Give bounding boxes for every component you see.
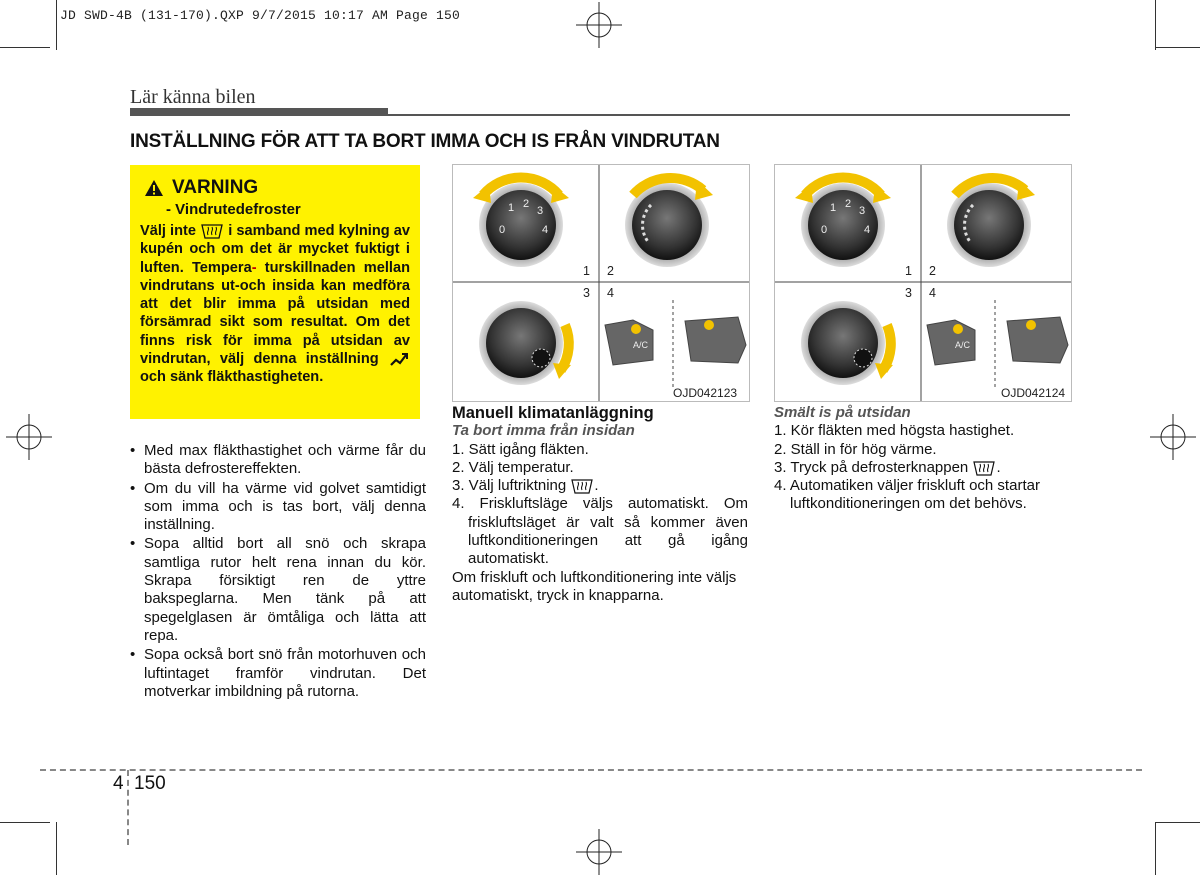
crop-mark: [56, 0, 57, 50]
dial-number: 2: [523, 198, 530, 210]
step-text: 3. Tryck på defrosterknappen: [774, 458, 969, 476]
page-heading: INSTÄLLNING FÖR ATT TA BORT IMMA OCH IS FRÅN VINDRUTAN: [130, 131, 720, 152]
manual-note: Om friskluft och luftkonditionering inte väljs automatiskt, tryck in knapparna.: [452, 568, 737, 604]
ac-button-label: A/C: [633, 340, 649, 350]
registration-mark-icon: [6, 414, 52, 460]
list-item: • Sopa också bort snö från motorhuven och luftintaget framför vindrutan. Det motverkar imbildning på rutorna.: [130, 646, 426, 701]
warning-text-part: Välj inte: [140, 223, 196, 239]
ac-button-label: A/C: [955, 340, 971, 350]
panel-number: 4: [607, 286, 614, 300]
chapter-number: 4: [113, 773, 124, 794]
step-item: 2. Ställ in för hög värme.: [774, 440, 937, 458]
title-bar: [130, 108, 388, 116]
melt-heading: Smält is på utsidan: [774, 404, 911, 421]
footer-divider: [127, 770, 129, 845]
registration-mark-icon: [576, 829, 622, 875]
panel-number: 3: [905, 286, 912, 300]
step-item: 1. Sätt igång fläkten.: [452, 440, 589, 458]
list-item: • Om du vill ha värme vid golvet samtidigt som imma och is tas bort, välj denna inställning.: [130, 480, 426, 535]
dial-number: 3: [859, 205, 866, 217]
warning-text-part: och sänk fläkthastigheten.: [140, 369, 324, 386]
dial-number: 4: [864, 224, 871, 236]
warning-text: [140, 222, 410, 387]
crop-mark: [1155, 47, 1200, 48]
dial-number: 4: [542, 224, 549, 236]
warning-title: VARNING: [172, 177, 259, 198]
figure-code: OJD042123: [673, 386, 738, 400]
crop-mark: [1155, 822, 1156, 875]
registration-mark-icon: [1150, 414, 1196, 460]
crop-mark: [56, 822, 57, 875]
step-text: .: [594, 477, 599, 495]
warning-hyphen: -: [251, 259, 257, 276]
defrost-icon: [200, 223, 224, 239]
panel-number: 3: [583, 286, 590, 300]
figure-code: OJD042124: [1001, 386, 1066, 400]
crop-mark: [0, 822, 50, 823]
panel-number: 1: [583, 264, 590, 278]
crop-mark: [1155, 822, 1200, 823]
bullet-list: [130, 442, 426, 702]
step-text: 3. Välj luftriktning: [452, 477, 567, 495]
warning-header: [144, 177, 410, 199]
panel-number: 1: [905, 264, 912, 278]
footer-rule: [40, 769, 1142, 771]
step-item: 4. Automatiken väljer friskluft och startar luftkonditioneringen om det behövs.: [774, 477, 1040, 513]
panel-number: 2: [607, 264, 614, 278]
warning-triangle-icon: [144, 179, 164, 197]
defrost-icon: [570, 478, 594, 494]
manual-climate-section: [452, 404, 748, 605]
step-item: 1. Kör fläkten med högsta hastighet.: [774, 422, 1015, 440]
page-number: 150: [134, 773, 166, 794]
manual-subheading: Ta bort imma från insidan: [452, 422, 635, 440]
section-title: Lär känna bilen: [130, 86, 256, 108]
figure-inside-defog: [452, 164, 750, 402]
climate-control-illustration: [453, 165, 749, 401]
step-item: 2. Välj temperatur.: [452, 458, 574, 476]
registration-mark-icon: [576, 2, 622, 48]
panel-number: 2: [929, 264, 936, 278]
crop-mark: [1155, 0, 1156, 50]
climate-control-illustration: [775, 165, 1071, 401]
step-item: [774, 459, 1070, 477]
step-text: .: [996, 458, 1001, 476]
step-item: [452, 477, 748, 495]
crop-mark: [0, 47, 50, 48]
dial-number: 3: [537, 205, 544, 217]
defrost-icon: [972, 460, 996, 476]
warning-text-part: i samband med kylning av kupén och om det är mycket fuktigt i luften. Tempera: [140, 223, 410, 276]
defrost-floor-icon: [388, 351, 410, 367]
step-item: 4. Friskluftsläge väljs automatiskt. Om friskluftsläget är valt så kommer även luftkonditioneringen att gå igång automatiskt.: [452, 495, 748, 568]
list-item: • Med max fläkthastighet och värme får du bästa defrostereffekten.: [130, 442, 426, 479]
warning-text-part: turskillnaden mellan vindrutans ut-och insida kan medföra att det blir imma på utsidan med försämrad sikt som resultat. Om det finns risk för imma på utsidan av vindrutan, välj denna inställning: [140, 259, 410, 368]
list-item: • Sopa alltid bort all snö och skrapa samtliga rutor helt rena innan du kör. Skrapa försiktigt ren de yttre bakspeglarna. Men tänk på att spegelglasen är ömtåliga och lätta att repa.: [130, 535, 426, 645]
melt-ice-section: [774, 404, 1070, 514]
dial-number: 0: [499, 224, 506, 236]
dial-number: 0: [821, 224, 828, 236]
dial-number: 2: [845, 198, 852, 210]
dial-number: 1: [830, 202, 837, 214]
figure-outside-melt: [774, 164, 1072, 402]
warning-subtitle: - Vindrutedefroster: [166, 201, 301, 218]
warning-box: [130, 165, 420, 419]
dial-number: 1: [508, 202, 515, 214]
print-slug: JD SWD-4B (131-170).QXP 9/7/2015 10:17 AM Page 150: [60, 8, 461, 23]
manual-heading: Manuell klimatanläggning: [452, 404, 654, 422]
panel-number: 4: [929, 286, 936, 300]
